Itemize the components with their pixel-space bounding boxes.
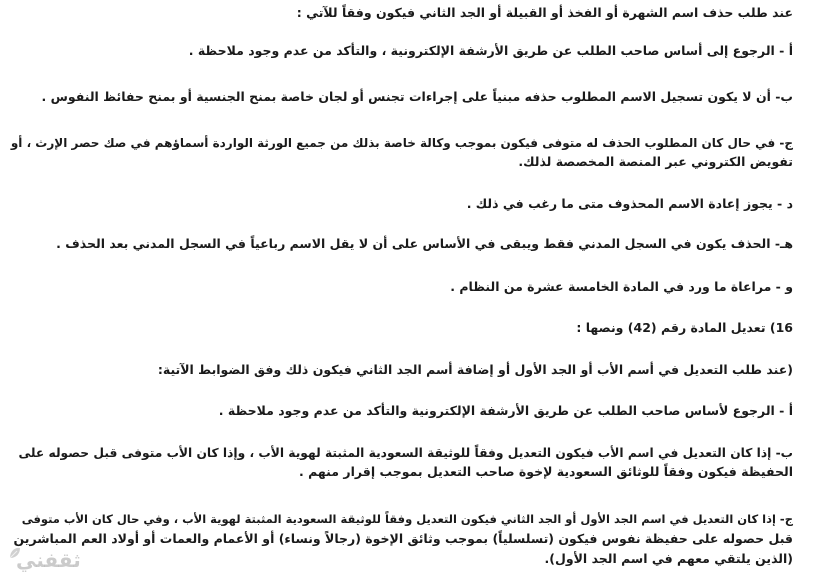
text-line: قبل حصوله على حفيظة نفوس فيكون (تسلسلياً) بموجب وثائق الإخوة (رجالاً ونساء) أو الأعمام والعمات أو أولاد العم المباشرين [13,531,793,546]
text-line: أ - الرجوع لأساس صاحب الطلب عن طريق الأرشفة الإلكترونية والتأكد من عدم وجود ملاحظة . [218,403,793,418]
text-line: 16) تعديل المادة رقم (42) ونصها : [576,320,793,335]
text-line: تفويض الكتروني عبر المنصة المخصصة لذلك. [518,154,793,169]
text-line: ج- إذا كان التعديل في اسم الجد الأول أو الجد الثاني فيكون التعديل وفقاً للوثيقة السعودية المثبتة لهوية الأب ، وفي حال كان الأب متوفى [21,512,793,526]
watermark [4,536,81,576]
text-line: هـ- الحذف يكون في السجل المدني فقط ويبقى في الأساس على أن لا يقل الاسم رباعياً في السجل المدني بعد الحذف . [56,236,793,251]
text-line: أ - الرجوع إلى أساس صاحب الطلب عن طريق الأرشفة الإلكترونية ، والتأكد من عدم وجود ملاحظة . [188,43,793,58]
text-line: (عند طلب التعديل في أسم الأب أو الجد الأول أو إضافة أسم الجد الثاني فيكون ذلك وفق الضوابط الآتية: [157,362,793,377]
text-line: ب- أن لا يكون تسجيل الاسم المطلوب حذفه مبنياً على إجراءات تجنس أو لجان خاصة بمنح الجنسية أو بمنح حفائظ النفوس . [41,89,793,104]
text-line: و - مراعاة ما ورد في المادة الخامسة عشرة من النظام . [450,279,793,294]
text-line: ب- إذا كان التعديل في اسم الأب فيكون التعديل وفقاً للوثيقة السعودية المثبتة لهوية الأب ، وإذا كان الأب متوفى قبل حصوله على [18,446,793,460]
text-line: (الذين يلتقي معهم في اسم الجد الأول). [544,551,793,566]
text-line: عند طلب حذف اسم الشهرة أو الفخذ أو القبيلة أو الجد الثاني فيكون وفقاً للآتي : [296,5,793,20]
text-line: الحفيظة فيكون وفقاً للوثائق السعودية لإخوة صاحب التعديل بموجب إقرار منهم . [299,464,793,479]
watermark-text: ثقفني [16,548,81,572]
text-line: ج- في حال كان المطلوب الحذف له متوفى فيكون بموجب وكالة خاصة بذلك من جميع الورثة الواردة أسماؤهم في صك حصر الإرث ، أو [10,136,793,150]
text-line: د - يجوز إعادة الاسم المحذوف متى ما رغب في ذلك . [466,196,793,211]
